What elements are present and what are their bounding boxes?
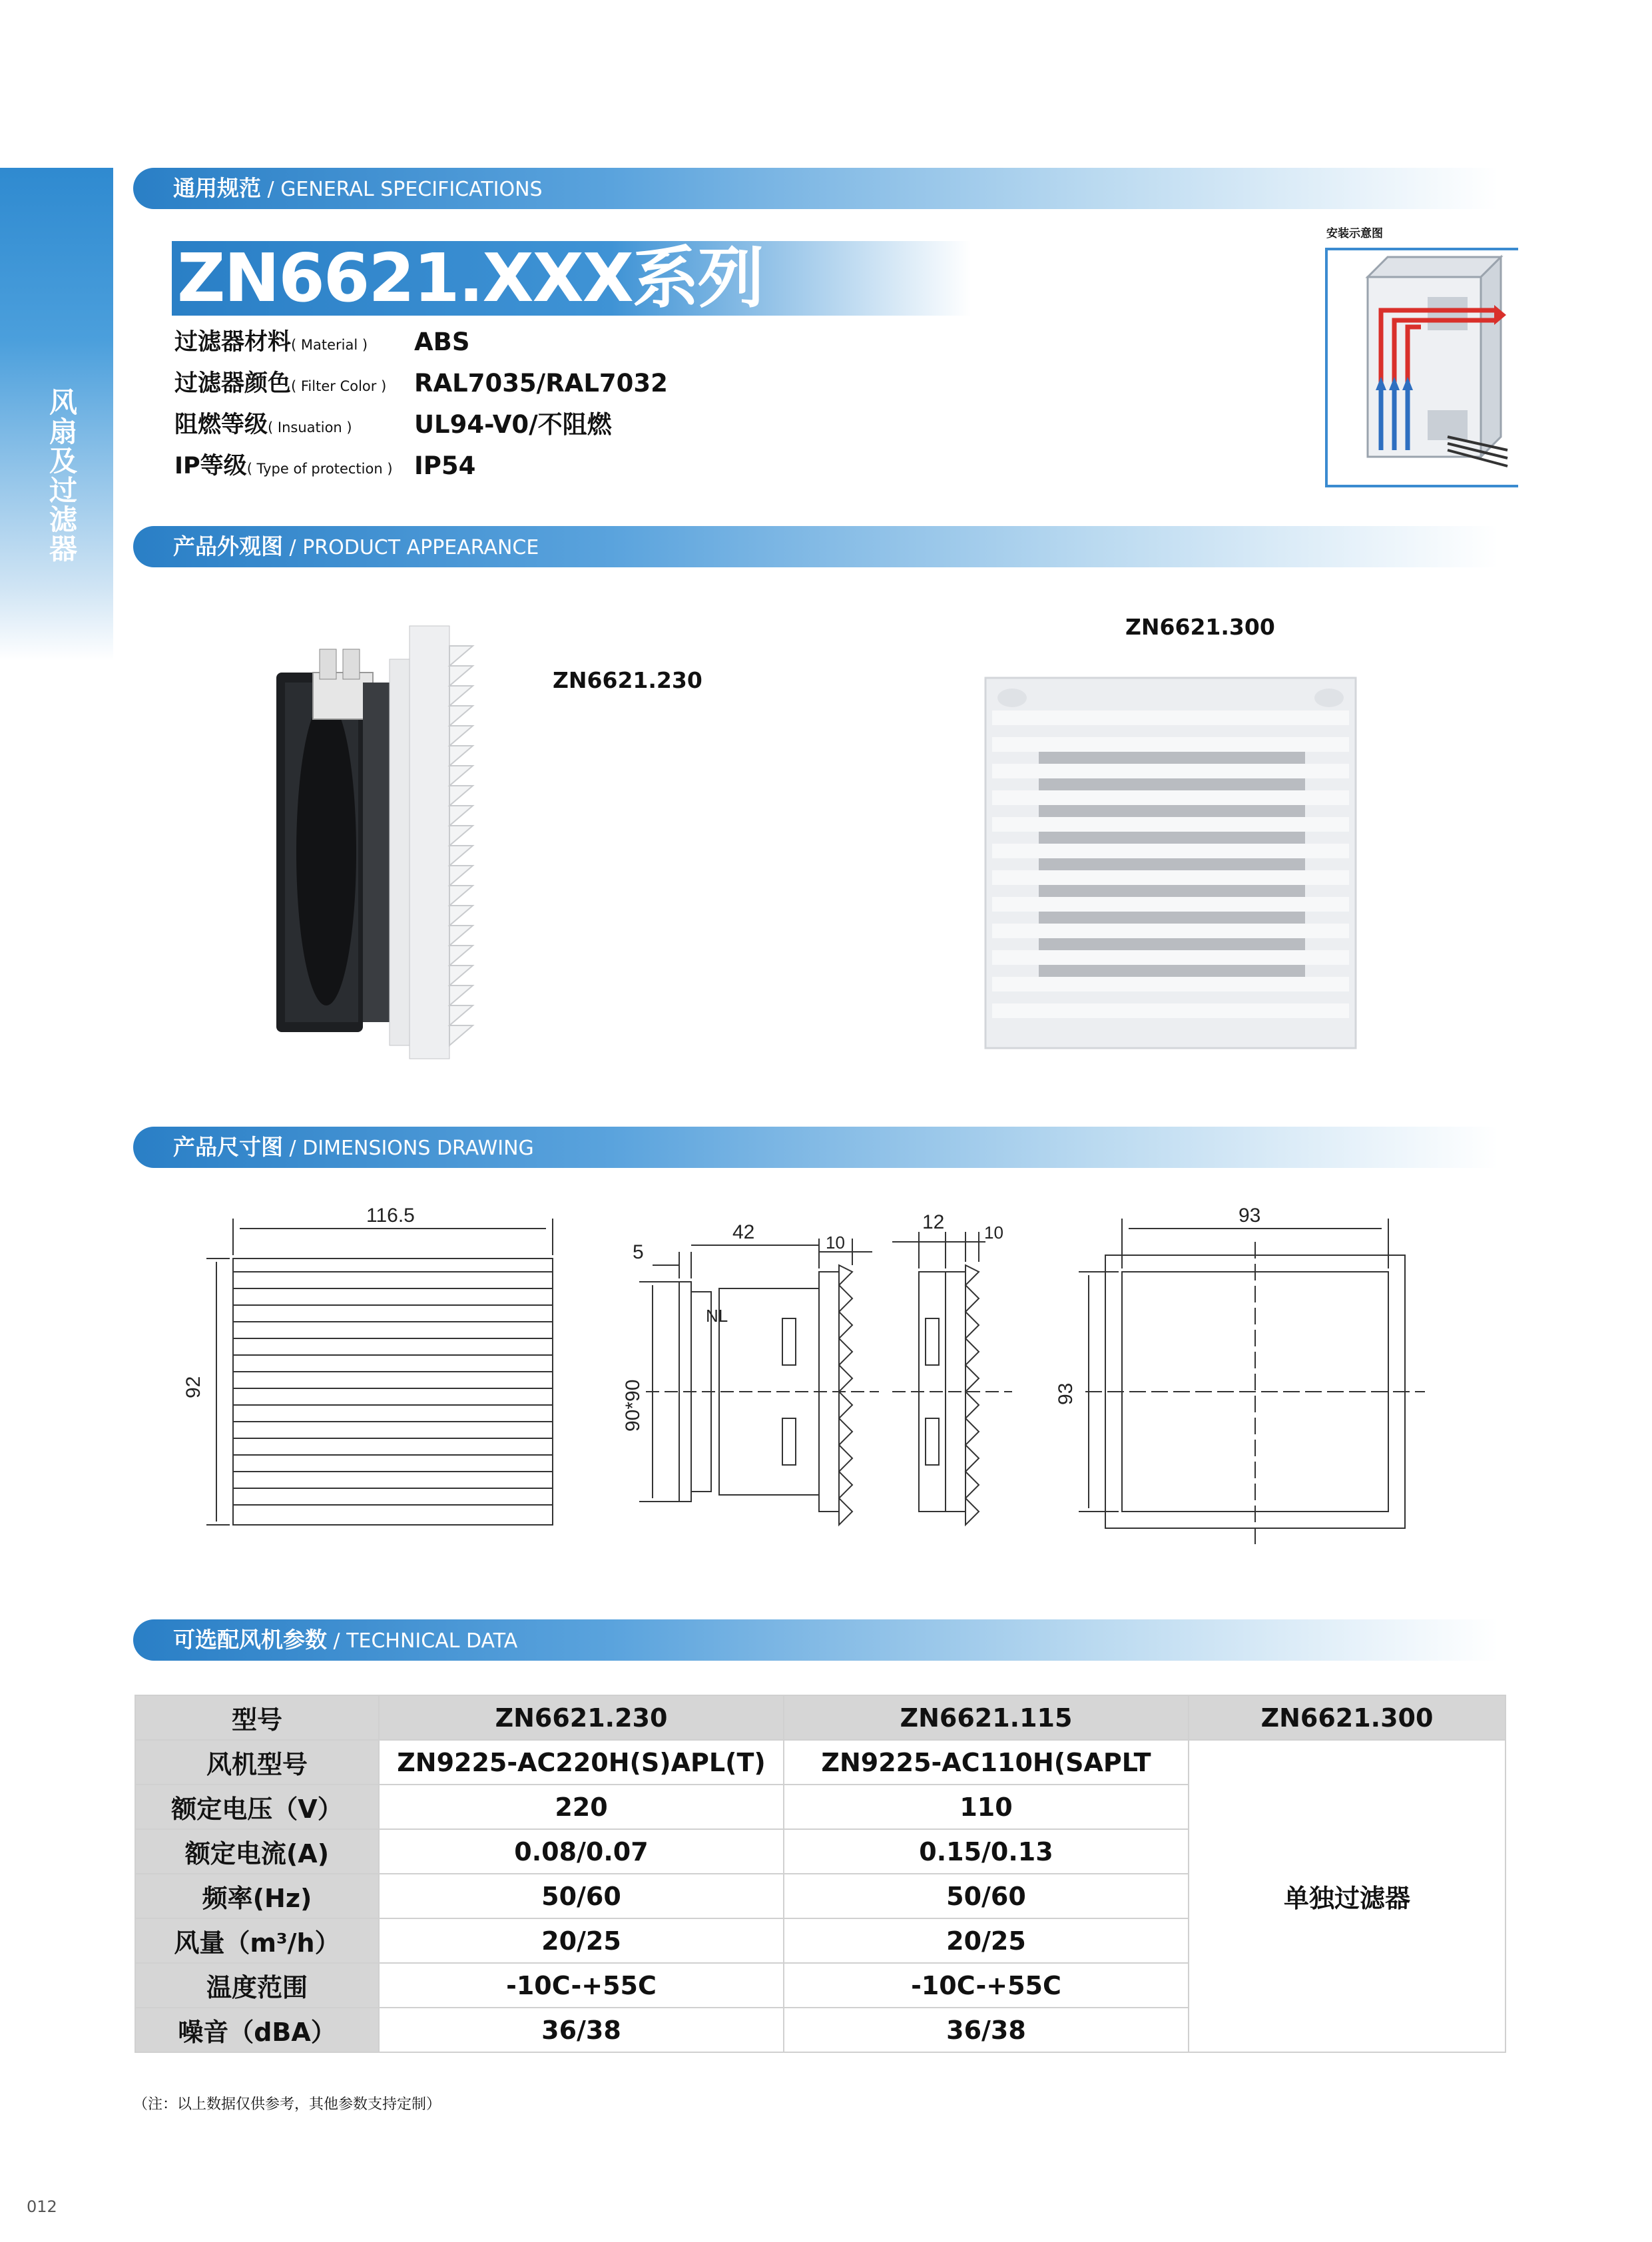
dim-side2-b: 10 [984,1223,1003,1243]
row-label: 噪音（dBA） [135,2008,379,2052]
spec-value: UL94-V0/不阻燃 [414,410,612,439]
spec-label-en: ( Type of protection ) [246,461,393,477]
table-cell: 36/38 [379,2008,784,2052]
fan-product-side-view [273,619,513,1065]
filter-product-front-view [985,678,1356,1048]
install-diagram [1325,248,1518,487]
product-label-right: ZN6621.300 [1125,614,1275,640]
table-row [135,1740,1506,1785]
dim-side-height: 90*90 [622,1379,644,1432]
table-cell: ZN9225-AC220H(S)APL(T) [379,1740,784,1785]
cabinet-illustration [1328,250,1518,485]
row-label: 风量（m³/h） [135,1918,379,1963]
table-header-cell: ZN6621.115 [784,1695,1189,1740]
dimensions-drawing [182,1192,1452,1591]
table-cell: -10C-+55C [379,1963,784,2008]
dim-cut-width: 93 [1239,1205,1261,1227]
section-dimensions-bar [133,1127,1498,1168]
section-technical-bar [133,1619,1498,1661]
table-cell: 36/38 [784,2008,1189,2052]
table-header-row [135,1695,1506,1740]
spec-label-en: ( Insuation ) [268,420,352,435]
row-label: 额定电流(A) [135,1829,379,1874]
table-cell: 0.15/0.13 [784,1829,1189,1874]
section-appearance-bar [133,526,1498,567]
section-technical-cn: 可选配风机参数 [173,1627,327,1653]
table-cell: 0.08/0.07 [379,1829,784,1874]
table-cell: 20/25 [379,1918,784,1963]
row-label: 风机型号 [135,1740,379,1785]
section-general-cn: 通用规范 [173,175,261,201]
section-general-bar [133,168,1498,209]
page-number: 012 [27,2197,57,2216]
spec-label: 过滤器颜色 [174,370,292,397]
table-cell: 50/60 [784,1874,1189,1918]
dim-side-c: 10 [826,1233,845,1253]
spec-value: RAL7035/RAL7032 [414,369,668,398]
dim-side2-a: 12 [922,1211,945,1233]
footnote: （注：以上数据仅供参考，其他参数支持定制） [133,2096,441,2113]
technical-data-table [135,1695,1506,2053]
table-header-cell: 型号 [135,1695,379,1740]
row-label: 额定电压（V） [135,1785,379,1829]
merged-cell: 单独过滤器 [1189,1740,1506,2052]
spec-label: IP等级 [174,453,247,479]
spec-label-en: ( Material ) [291,337,368,353]
section-dimensions-cn: 产品尺寸图 [173,1134,283,1160]
product-label-left: ZN6621.230 [553,667,702,693]
table-header-cell: ZN6621.300 [1189,1695,1506,1740]
table-header-cell: ZN6621.230 [379,1695,784,1740]
series-title: ZN6621.XXX系列 [172,241,971,316]
dim-terminal-label: NL [706,1306,728,1326]
section-dimensions-en: / DIMENSIONS DRAWING [289,1137,534,1160]
section-general-en: / GENERAL SPECIFICATIONS [267,178,543,201]
dim-cut-height: 93 [1055,1382,1077,1405]
table-cell: 110 [784,1785,1189,1829]
dim-side-a: 5 [633,1241,644,1263]
table-cell: 220 [379,1785,784,1829]
side-tab [0,168,113,661]
spec-label: 阻燃等级 [174,412,268,438]
section-appearance-cn: 产品外观图 [173,533,283,559]
side-tab-label: 风扇及过滤器 [45,388,78,563]
section-appearance-en: / PRODUCT APPEARANCE [289,536,539,559]
table-cell: -10C-+55C [784,1963,1189,2008]
table-cell: ZN9225-AC110H(SAPLT [784,1740,1189,1785]
table-cell: 50/60 [379,1874,784,1918]
spec-value: ABS [414,328,470,356]
row-label: 频率(Hz) [135,1874,379,1918]
row-label: 温度范围 [135,1963,379,2008]
table-cell: 20/25 [784,1918,1189,1963]
dim-front-height: 92 [182,1376,204,1398]
install-diagram-label: 安装示意图 [1326,227,1383,240]
dim-side-b: 42 [732,1221,755,1243]
dim-front-width: 116.5 [366,1205,415,1227]
spec-label: 过滤器材料 [174,329,292,356]
section-technical-en: / TECHNICAL DATA [333,1629,518,1653]
spec-value: IP54 [414,451,476,480]
spec-label-en: ( Filter Color ) [291,378,387,394]
